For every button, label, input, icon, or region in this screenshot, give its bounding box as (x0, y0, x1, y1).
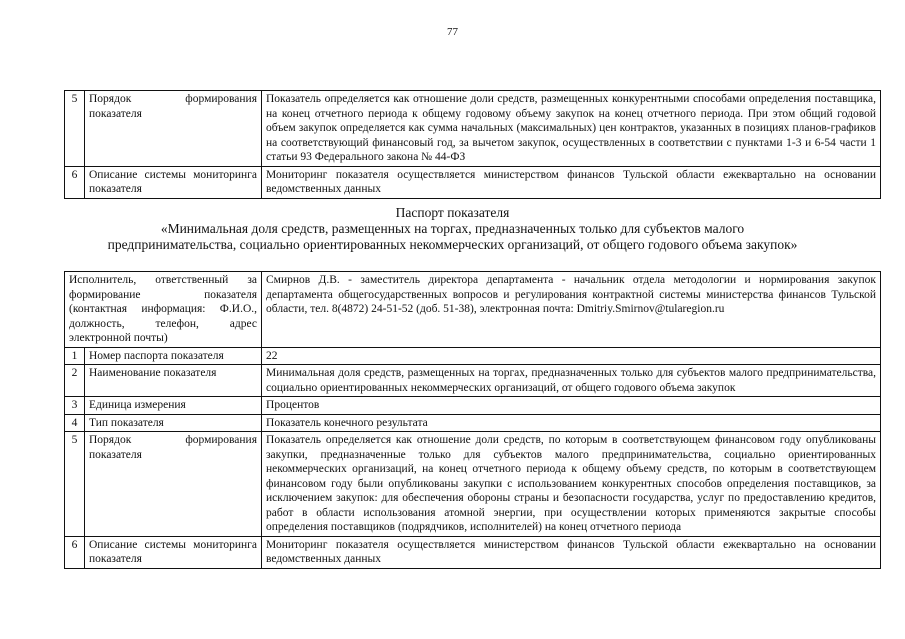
indicator-passport-table (64, 271, 881, 569)
row-label: Описание системы мониторинга показателя (85, 166, 262, 198)
row-label: Единица измерения (85, 397, 262, 415)
executor-label: Исполнитель, ответственный за формирование показателя (контактная информация: Ф.И.О., должность, телефон, адрес электронной почты) (65, 272, 262, 348)
row-number: 1 (65, 347, 85, 365)
row-number: 6 (65, 166, 85, 198)
table-row (65, 414, 881, 432)
row-label: Наименование показателя (85, 365, 262, 397)
row-label: Номер паспорта показателя (85, 347, 262, 365)
row-number: 5 (65, 91, 85, 167)
table-row (65, 536, 881, 568)
table-row (65, 397, 881, 415)
row-value: 22 (262, 347, 881, 365)
passport-name-line2: предпринимательства, социально ориентированных некоммерческих организаций, от общего годового объема закупок» (107, 237, 798, 252)
row-value: Мониторинг показателя осуществляется министерством финансов Тульской области ежеквартально на основании ведомственных данных (262, 166, 881, 198)
executor-row (65, 272, 881, 348)
indicator-table-previous (64, 90, 881, 199)
row-label: Порядок формирования показателя (85, 91, 262, 167)
row-number: 2 (65, 365, 85, 397)
table-row (65, 91, 881, 167)
row-value: Показатель определяется как отношение доли средств, размещенных конкурентными способами определения поставщика, на конец отчетного периода к общему годовому объему закупок на конец отчетного периода. При этом общий годовой объем закупок определяется как сумма начальных (максимальных) цен контрактов, указанных в позициях планов-графиков на соответствующий финансовый год, за вычетом закупок, осуществленных в соответствии с пунктами 1-3 и 6-54 части 1 статьи 93 Федерального закона № 44-ФЗ (262, 91, 881, 167)
table-row (65, 365, 881, 397)
row-value: Минимальная доля средств, размещенных на торгах, предназначенных только для субъектов малого предпринимательства, социально ориентированных некоммерческих организаций, от общего годового объема закупок (262, 365, 881, 397)
passport-heading: Паспорт показателя (395, 205, 510, 220)
row-number: 3 (65, 397, 85, 415)
executor-value: Смирнов Д.В. - заместитель директора департамента - начальник отдела методологии и нормирования закупок департамента общегосударственных вопросов и регулирования контрактной системы министерства финансов Тульской области, тел. 8(4872) 24-51-52 (доб. 51-38), электронная почта: Dmitriy.Smirnov@tularegion.ru (262, 272, 881, 348)
passport-name-line1: «Минимальная доля средств, размещенных на торгах, предназначенных только для субъектов малого (160, 221, 745, 236)
table-row (65, 166, 881, 198)
row-label: Тип показателя (85, 414, 262, 432)
table-row (65, 347, 881, 365)
row-number: 6 (65, 536, 85, 568)
table-row (65, 432, 881, 537)
row-value: Показатель определяется как отношение доли средств, по которым в соответствующем финансовом году опубликованы закупки, предназначенные только для субъектов малого предпринимательства, социально ориентированных некоммерческих организаций, на конец отчетного периода к общему объему средств, по которым в соответствующем финансовом году были опубликованы закупки с использованием конкурентных способов определения поставщиков, за исключением закупок: для обеспечения обороны страны и безопасности государства, услуг по предоставлению кредитов, работ в области использования атомной энергии, при осуществлении которых применяются закрытые способы определения поставщиков (подрядчиков, исполнителей) на конец отчетного периода (262, 432, 881, 537)
row-value: Показатель конечного результата (262, 414, 881, 432)
row-value: Процентов (262, 397, 881, 415)
row-value: Мониторинг показателя осуществляется министерством финансов Тульской области ежеквартально на основании ведомственных данных (262, 536, 881, 568)
row-number: 5 (65, 432, 85, 537)
row-label: Описание системы мониторинга показателя (85, 536, 262, 568)
row-label: Порядок формирования показателя (85, 432, 262, 537)
row-number: 4 (65, 414, 85, 432)
page-number: 77 (447, 26, 458, 38)
